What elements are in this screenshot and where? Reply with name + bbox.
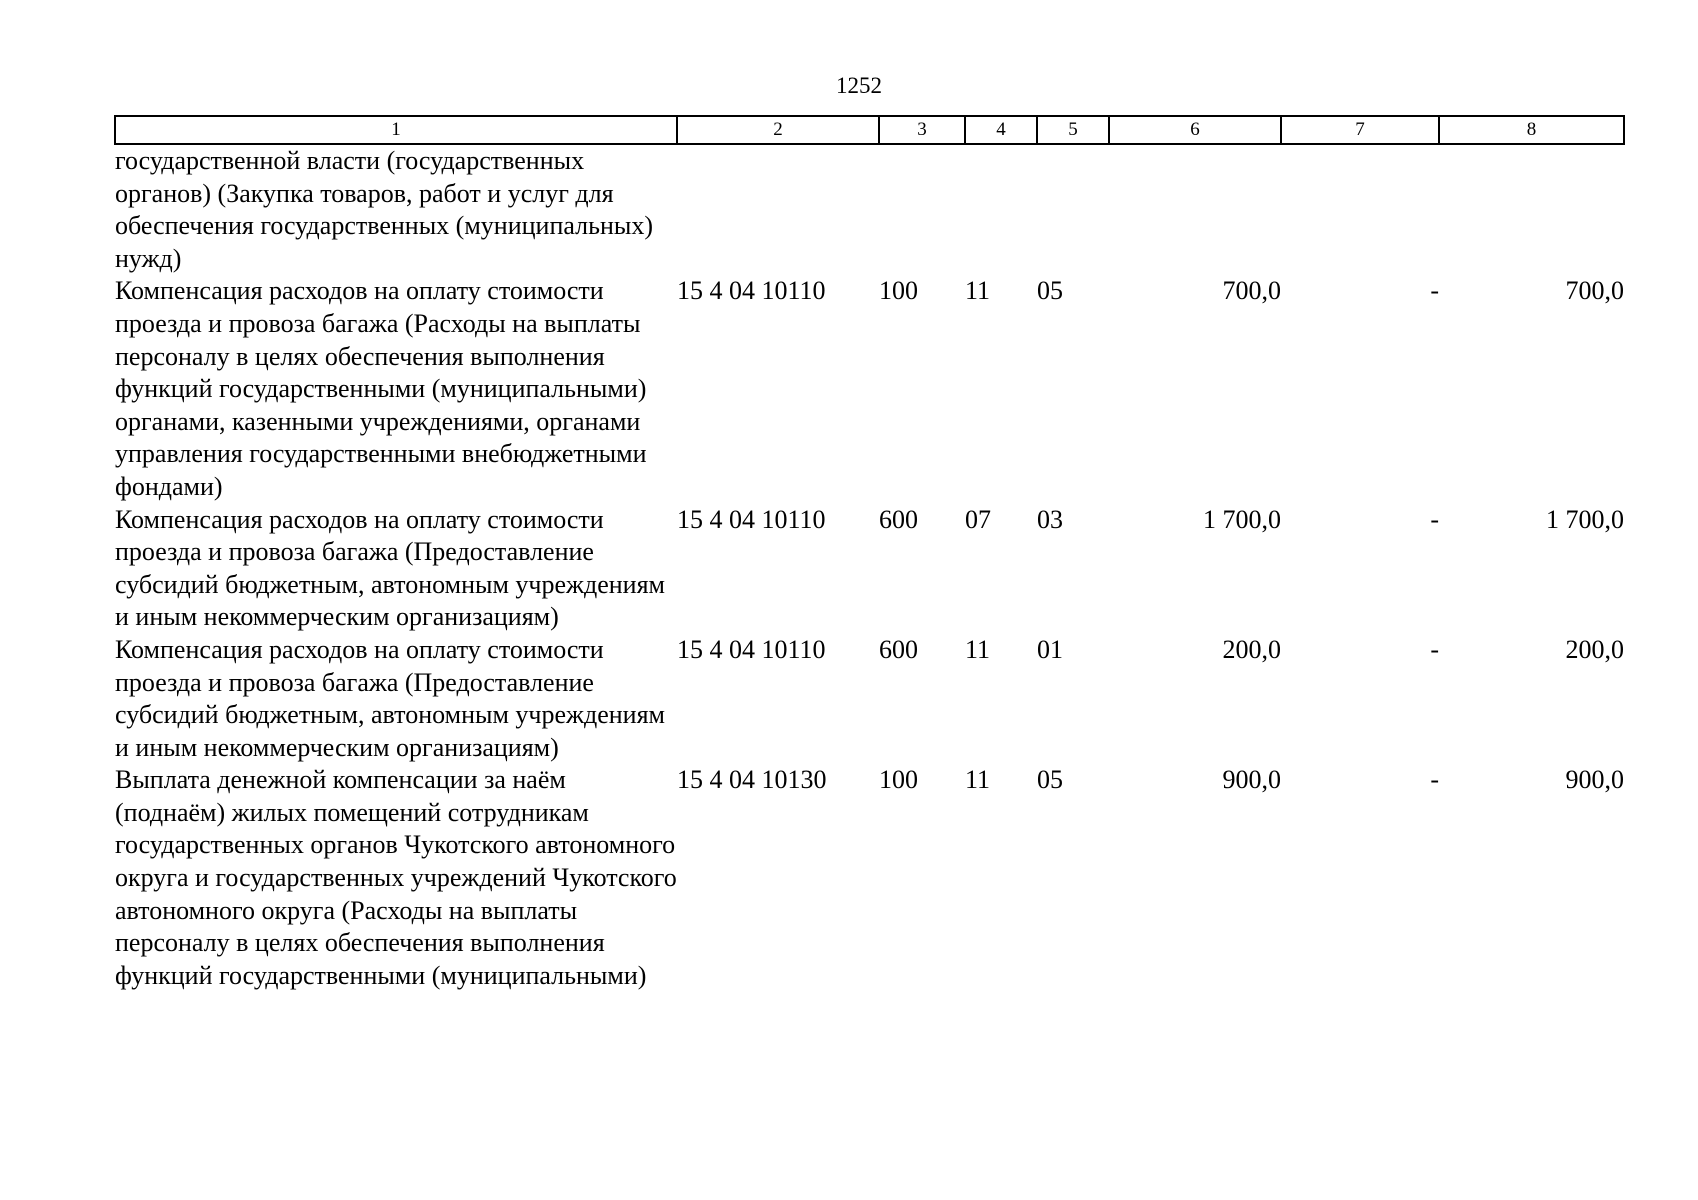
page-number: 1252: [836, 73, 882, 98]
row-name: Компенсация расходов на оплату стоимости проезда и провоза багажа (Предоставление субсидий бюджетным, автономным учреждениям и иным некоммерческим организациям): [115, 504, 665, 632]
table-row: [115, 634, 1624, 764]
column-header-6: 6: [1109, 116, 1281, 144]
row-amount-7: -: [1430, 634, 1439, 664]
row-amount-8: 700,0: [1565, 276, 1624, 306]
row-name: Компенсация расходов на оплату стоимости проезда и провоза багажа (Расходы на выплаты персоналу в целях обеспечения выполнения функций государственными (муниципальными) органами, казенными учреждениями, органами управления государственными внебюджетными фондами): [115, 276, 647, 501]
row-expense-type: 100: [879, 765, 918, 795]
row-target-code: 15 4 04 10130: [677, 765, 827, 795]
row-amount-8: 1 700,0: [1546, 504, 1624, 534]
table-row: [115, 504, 1624, 634]
column-header-3: 3: [879, 116, 965, 144]
row-section: 11: [965, 634, 991, 664]
row-amount-8: 900,0: [1565, 765, 1624, 795]
budget-table: [114, 115, 1625, 992]
row-amount-7: -: [1430, 765, 1439, 795]
row-amount-7: -: [1430, 276, 1439, 306]
column-header-2: 2: [677, 116, 879, 144]
row-amount-6: 900,0: [1222, 765, 1281, 795]
row-target-code: 15 4 04 10110: [677, 504, 826, 534]
row-expense-type: 600: [879, 504, 918, 534]
column-header-7: 7: [1281, 116, 1439, 144]
row-amount-6: 1 700,0: [1203, 504, 1281, 534]
row-section: 11: [965, 765, 991, 795]
row-subsection: 01: [1037, 634, 1063, 664]
column-header-5: 5: [1037, 116, 1109, 144]
table-row-continuation: [115, 144, 1624, 275]
row-expense-type: 600: [879, 634, 918, 664]
row-section: 07: [965, 504, 991, 534]
row-amount-7: -: [1430, 504, 1439, 534]
row-name: государственной власти (государственных органов) (Закупка товаров, работ и услуг для обеспечения государственных (муниципальных) нужд): [115, 146, 654, 273]
row-subsection: 03: [1037, 504, 1063, 534]
column-header-4: 4: [965, 116, 1037, 144]
table-row: [115, 275, 1624, 503]
row-target-code: 15 4 04 10110: [677, 276, 826, 306]
row-subsection: 05: [1037, 765, 1063, 795]
column-header-1: 1: [115, 116, 677, 144]
header-row: [115, 116, 1624, 144]
row-subsection: 05: [1037, 276, 1063, 306]
row-amount-6: 700,0: [1222, 276, 1281, 306]
row-name: Компенсация расходов на оплату стоимости проезда и провоза багажа (Предоставление субсидий бюджетным, автономным учреждениям и иным некоммерческим организациям): [115, 634, 665, 762]
row-target-code: 15 4 04 10110: [677, 634, 826, 664]
table-row: [115, 764, 1624, 992]
column-header-8: 8: [1439, 116, 1624, 144]
row-section: 11: [965, 276, 991, 306]
row-amount-8: 200,0: [1565, 634, 1624, 664]
row-amount-6: 200,0: [1222, 634, 1281, 664]
row-expense-type: 100: [879, 276, 918, 306]
row-name: Выплата денежной компенсации за наём (поднаём) жилых помещений сотрудникам государственных органов Чукотского автономного округа и государственных учреждений Чукотского автономного округа (Расходы на выплаты персоналу в целях обеспечения выполнения функций государственными (муниципальными): [115, 765, 677, 990]
